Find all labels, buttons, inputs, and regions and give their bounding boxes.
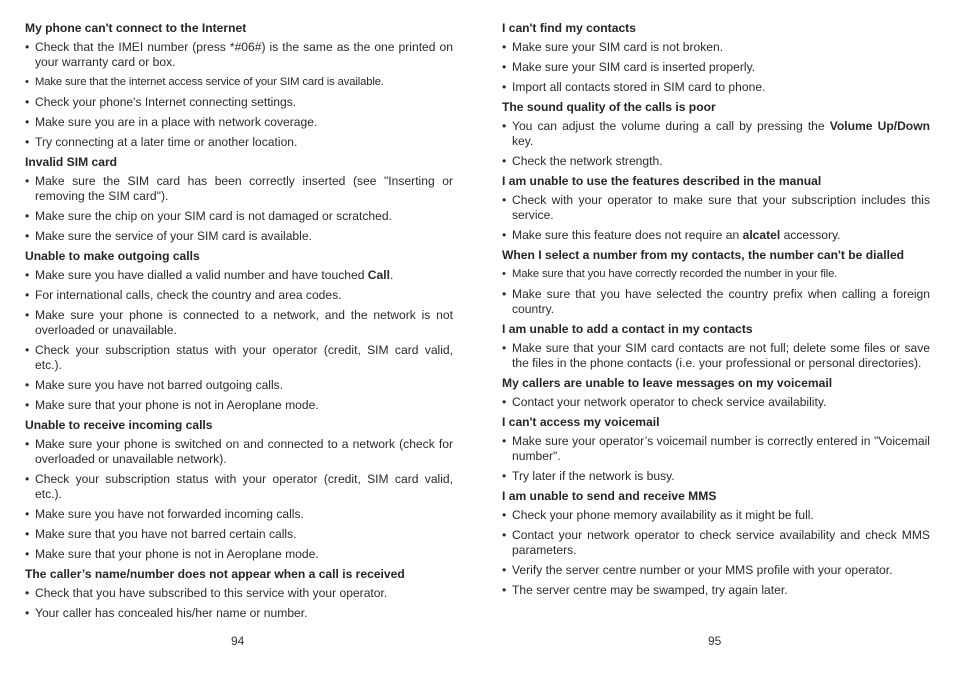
bullet-item <box>502 228 930 243</box>
bullet-text: Your caller has concealed his/her name or number. <box>35 606 308 620</box>
bullet-text: Make sure that the internet access service of your SIM card is available. <box>35 76 384 88</box>
bullet-text: Make sure that your phone is not in Aeroplane mode. <box>35 547 319 561</box>
bullet-text: Check with your operator to make sure that your subscription includes this service. <box>512 193 930 222</box>
section-heading: I am unable to use the features described in the manual <box>502 174 822 188</box>
bullet-item <box>25 115 453 130</box>
bullet-text: Import all contacts stored in SIM card to phone. <box>512 80 766 94</box>
bullet-list <box>502 193 930 243</box>
bullet-item <box>25 472 453 502</box>
section-heading: My callers are unable to leave messages on my voicemail <box>502 376 833 390</box>
bullet-text: Make sure that your SIM card contacts are not full; delete some files or save the files in the phone contacts (i.e. your professional or personal directories). <box>512 341 930 370</box>
bullet-text: Try later if the network is busy. <box>512 469 675 483</box>
bullet-list <box>502 267 930 317</box>
bullet-item <box>25 437 453 467</box>
bullet-item <box>502 287 930 317</box>
bullet-item <box>25 606 453 621</box>
section-heading: My phone can't connect to the Internet <box>25 21 247 35</box>
bullet-item <box>502 563 930 578</box>
bullet-list <box>502 395 930 410</box>
bullet-item <box>25 378 453 393</box>
bullet-text: Make sure you have not forwarded incoming calls. <box>35 507 304 521</box>
bullet-list <box>25 586 453 621</box>
bullet-text: Check the network strength. <box>512 154 663 168</box>
bullet-text: Make sure your operator’s voicemail number is correctly entered in "Voicemail number". <box>512 434 930 463</box>
bold-term: Call <box>367 268 390 282</box>
bullet-item <box>502 395 930 410</box>
bullet-item <box>25 174 453 204</box>
bullet-text: Verify the server centre number or your MMS profile with your operator. <box>512 563 893 577</box>
bullet-item <box>502 154 930 169</box>
bullet-item <box>25 547 453 562</box>
section-heading: I am unable to send and receive MMS <box>502 489 717 503</box>
bullet-text-tail: key. <box>512 134 534 148</box>
right-page <box>502 21 930 603</box>
bullet-item <box>25 343 453 373</box>
bullet-text: Make sure that you have correctly recorded the number in your file. <box>512 268 838 280</box>
bullet-text: Make sure you are in a place with network coverage. <box>35 115 318 129</box>
section-heading: I can't find my contacts <box>502 21 636 35</box>
bold-term: alcatel <box>742 228 781 242</box>
bullet-text-tail: accessory. <box>780 228 841 242</box>
bullet-list <box>502 341 930 371</box>
bullet-item <box>25 209 453 224</box>
page-number-left: 94 <box>231 634 245 648</box>
bullet-item <box>502 508 930 523</box>
page-number-right: 95 <box>708 634 722 648</box>
bullet-text: Make sure the SIM card has been correctly inserted (see "Inserting or removing the SIM card"). <box>35 174 453 203</box>
bullet-text: Check your subscription status with your operator (credit, SIM card valid, etc.). <box>35 472 453 501</box>
bullet-text: Make sure your phone is switched on and connected to a network (check for overloaded or unavailable network). <box>35 437 453 466</box>
bullet-item <box>502 267 930 282</box>
bullet-item <box>25 229 453 244</box>
bullet-text: Make sure you have not barred outgoing calls. <box>35 378 284 392</box>
bullet-text: For international calls, check the country and area codes. <box>35 288 342 302</box>
bullet-text: Check your phone's Internet connecting settings. <box>35 95 297 109</box>
bullet-item <box>25 308 453 338</box>
bullet-list <box>25 437 453 562</box>
bullet-list <box>25 40 453 150</box>
section-heading: I can't access my voicemail <box>502 415 660 429</box>
bullet-item <box>25 95 453 110</box>
bullet-text: Check that you have subscribed to this service with your operator. <box>35 586 388 600</box>
section-heading: Unable to make outgoing calls <box>25 249 200 263</box>
bullet-text: Make sure that you have selected the country prefix when calling a foreign country. <box>512 287 930 316</box>
bullet-text: Make sure the chip on your SIM card is not damaged or scratched. <box>35 209 392 223</box>
bullet-list <box>502 119 930 169</box>
bullet-item <box>502 341 930 371</box>
bullet-text: You can adjust the volume during a call by pressing the <box>512 119 830 133</box>
section-heading: Invalid SIM card <box>25 155 118 169</box>
bullet-list <box>25 268 453 413</box>
bullet-list <box>25 174 453 244</box>
bullet-list <box>502 40 930 95</box>
bullet-text: Check your subscription status with your operator (credit, SIM card valid, etc.). <box>35 343 453 372</box>
bullet-text: Make sure that your phone is not in Aeroplane mode. <box>35 398 319 412</box>
bold-term: Volume Up/Down <box>829 119 930 133</box>
section-heading: The sound quality of the calls is poor <box>502 100 716 114</box>
bullet-text: Make sure the service of your SIM card is available. <box>35 229 312 243</box>
bullet-item <box>25 75 453 90</box>
bullet-text: Contact your network operator to check service availability and check MMS parameters. <box>512 528 930 557</box>
bullet-item <box>502 40 930 55</box>
bullet-item <box>502 60 930 75</box>
bullet-text: Make sure this feature does not require an <box>512 228 743 242</box>
bullet-item <box>502 80 930 95</box>
bullet-item <box>25 135 453 150</box>
bullet-text-tail: . <box>389 268 394 282</box>
bullet-item <box>25 507 453 522</box>
bullet-text: Check that the IMEI number (press *#06#) is the same as the one printed on your warranty card or box. <box>35 40 453 69</box>
bullet-text: Try connecting at a later time or another location. <box>35 135 298 149</box>
bullet-item <box>25 527 453 542</box>
section-heading: The caller’s name/number does not appear when a call is received <box>25 567 405 581</box>
bullet-text: Make sure your phone is connected to a network, and the network is not overloaded or unavailable. <box>35 308 453 337</box>
bullet-item <box>25 288 453 303</box>
bullet-item <box>502 469 930 484</box>
section-heading: When I select a number from my contacts, the number can't be dialled <box>502 248 905 262</box>
bullet-item <box>502 193 930 223</box>
bullet-item <box>25 398 453 413</box>
section-heading: Unable to receive incoming calls <box>25 418 213 432</box>
bullet-text: Make sure that you have not barred certain calls. <box>35 527 297 541</box>
bullet-text: The server centre may be swamped, try again later. <box>512 583 788 597</box>
bullet-text: Make sure your SIM card is not broken. <box>512 40 724 54</box>
bullet-list <box>502 508 930 598</box>
bullet-text: Make sure your SIM card is inserted properly. <box>512 60 756 74</box>
bullet-list <box>502 434 930 484</box>
bullet-item <box>25 268 453 283</box>
bullet-item <box>502 583 930 598</box>
bullet-text: Make sure you have dialled a valid number and have touched <box>35 268 368 282</box>
bullet-item <box>502 434 930 464</box>
bullet-item <box>25 40 453 70</box>
bullet-text: Contact your network operator to check service availability. <box>512 395 827 409</box>
left-page <box>25 21 453 626</box>
bullet-text: Check your phone memory availability as it might be full. <box>512 508 814 522</box>
bullet-item <box>502 528 930 558</box>
bullet-item <box>502 119 930 149</box>
section-heading: I am unable to add a contact in my contacts <box>502 322 753 336</box>
bullet-item <box>25 586 453 601</box>
